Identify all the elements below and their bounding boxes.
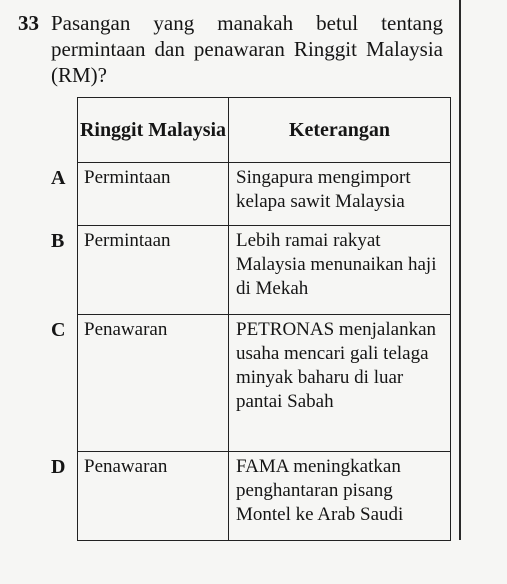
option-row-b[interactable]	[47, 226, 451, 315]
question-number: 33	[18, 11, 39, 35]
option-row-c[interactable]	[47, 315, 451, 452]
option-row-d[interactable]	[47, 452, 451, 541]
option-letter: C	[51, 318, 66, 341]
margin-rule	[459, 0, 461, 540]
table-header-row	[47, 98, 451, 163]
header-ringgit-malaysia: Ringgit Malaysia	[78, 98, 229, 163]
option-rm: Permintaan	[78, 163, 229, 226]
option-rm: Penawaran	[78, 315, 229, 452]
option-rm: Permintaan	[78, 226, 229, 315]
letter-column-header	[47, 98, 78, 163]
option-letter: B	[51, 229, 65, 252]
header-keterangan: Keterangan	[229, 98, 451, 163]
option-rm: Penawaran	[78, 452, 229, 541]
option-keterangan: Lebih ramai rakyat Malaysia menunaikan haji di Mekah	[229, 226, 451, 315]
option-keterangan: Singapura mengimport kelapa sawit Malaysia	[229, 163, 451, 226]
option-row-a[interactable]	[47, 163, 451, 226]
question-text: Pasangan yang manakah betul tentang permintaan dan penawaran Ringgit Malaysia (RM)?	[51, 11, 443, 87]
option-letter: D	[51, 455, 66, 478]
option-keterangan: FAMA meningkatkan penghantaran pisang Montel ke Arab Saudi	[229, 452, 451, 541]
option-keterangan: PETRONAS menjalankan usaha mencari gali telaga minyak baharu di luar pantai Sabah	[229, 315, 451, 452]
answer-options-table	[47, 97, 451, 541]
option-letter: A	[51, 166, 66, 189]
